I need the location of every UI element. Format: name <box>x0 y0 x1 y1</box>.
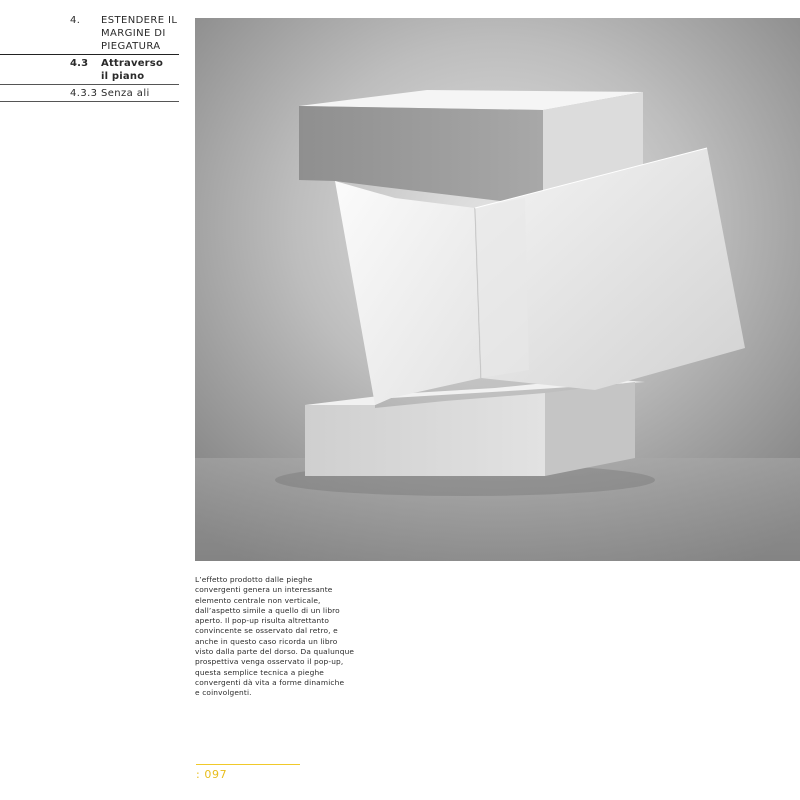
caption-line: convergenti genera un interessante <box>195 585 333 595</box>
toc-section-title-line: il piano <box>101 71 145 82</box>
caption-line: questa semplice tecnica a pieghe <box>195 667 324 677</box>
caption-line: visto dalla parte del dorso. Da qualunque <box>195 647 355 657</box>
toc-divider <box>0 101 179 102</box>
toc-subsection-number: 4.3.3 <box>70 88 98 99</box>
caption-line: elemento centrale non verticale, <box>195 595 321 605</box>
caption-line: dall’aspetto simile a quello di un libro <box>195 605 340 615</box>
caption-line: prospettiva venga osservato il pop-up, <box>195 657 344 667</box>
toc-chapter-title <box>101 14 179 53</box>
table-of-contents <box>0 14 179 102</box>
bottom-block-front-face <box>305 393 545 476</box>
popup-photograph <box>195 18 800 561</box>
caption-line: L’effetto prodotto dalle pieghe <box>195 575 313 584</box>
toc-subsection-title: Senza ali <box>101 88 150 99</box>
toc-section-number: 4.3 <box>70 58 89 69</box>
page-number: : 097 <box>196 768 228 781</box>
toc-section-title-line: Attraverso <box>101 58 164 69</box>
toc-section-title <box>101 57 179 83</box>
toc-subsection[interactable] <box>0 85 179 101</box>
photo-caption <box>195 575 373 699</box>
caption-line: convincente se osservato dal retro, e <box>195 626 338 636</box>
toc-chapter-title-line: PIEGATURA <box>101 41 161 52</box>
toc-chapter[interactable] <box>0 14 179 54</box>
caption-line: convergenti dà vita a forme dinamiche <box>195 677 345 687</box>
toc-chapter-number: 4. <box>70 15 81 26</box>
caption-line: aperto. Il pop-up risulta altrettanto <box>195 616 330 626</box>
toc-chapter-title-line: ESTENDERE IL <box>101 15 178 26</box>
folio-divider <box>196 764 300 765</box>
toc-section[interactable] <box>0 55 179 84</box>
caption-line: anche in questo caso ricorda un libro <box>195 636 338 646</box>
caption-line: e coinvolgenti. <box>195 688 252 698</box>
toc-chapter-title-line: MARGINE DI <box>101 28 166 39</box>
